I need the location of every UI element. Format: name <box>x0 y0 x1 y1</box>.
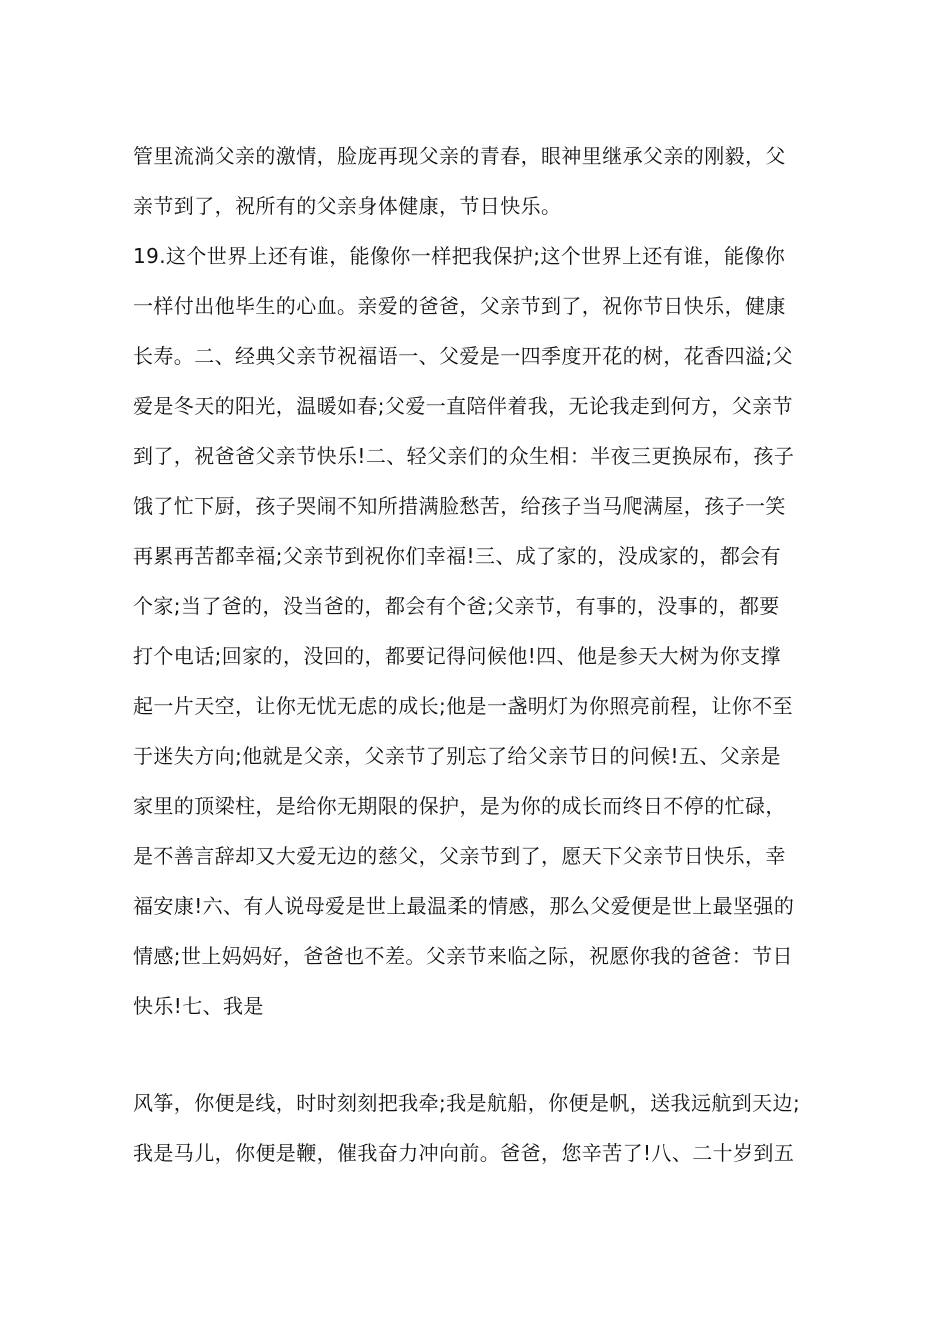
text-line: 长寿。二、经典父亲节祝福语一、父爱是一四季度开花的树，花香四溢;父 <box>133 344 793 368</box>
text-line: 打个电话;回家的，没回的，都要记得问候他!四、他是参天大树为你支撑 <box>133 644 781 668</box>
text-line: 到了，祝爸爸父亲节快乐!二、轻父亲们的众生相：半夜三更换尿布，孩子 <box>133 444 795 468</box>
text-line: 风筝，你便是线，时时刻刻把我牵;我是航船，你便是帆，送我远航到天边; <box>133 1091 801 1115</box>
text-line: 饿了忙下厨，孩子哭闹不知所措满脸愁苦，给孩子当马爬满屋，孩子一笑 <box>133 494 786 518</box>
text-line: 19.这个世界上还有谁，能像你一样把我保护;这个世界上还有谁，能像你 <box>133 244 786 268</box>
text-line: 情感;世上妈妈好，爸爸也不差。父亲节来临之际，祝愿你我的爸爸：节日 <box>133 944 793 968</box>
text-line: 管里流淌父亲的激情，脸庞再现父亲的青春，眼神里继承父亲的刚毅，父 <box>133 144 786 168</box>
text-line: 个家;当了爸的，没当爸的，都会有个爸;父亲节，有事的，没事的，都要 <box>133 594 780 618</box>
text-line: 家里的顶梁柱，是给你无期限的保护，是为你的成长而终日不停的忙碌， <box>133 794 786 818</box>
text-line: 快乐!七、我是 <box>133 994 264 1018</box>
text-block-1 <box>133 131 833 1031</box>
text-line: 爱是冬天的阳光，温暖如春;父爱一直陪伴着我，无论我走到何方，父亲节 <box>133 394 793 418</box>
text-line: 再累再苦都幸福;父亲节到祝你们幸福!三、成了家的，没成家的，都会有 <box>133 544 781 568</box>
text-line: 一样付出他毕生的心血。亲爱的爸爸，父亲节到了，祝你节日快乐，健康 <box>133 294 786 318</box>
text-line: 我是马儿，你便是鞭，催我奋力冲向前。爸爸，您辛苦了!八、二十岁到五 <box>133 1141 795 1165</box>
text-line: 福安康!六、有人说母爱是世上最温柔的情感，那么父爱便是世上最坚强的 <box>133 894 795 918</box>
text-block-2 <box>133 1078 833 1178</box>
text-line: 于迷失方向;他就是父亲，父亲节了别忘了给父亲节日的问候!五、父亲是 <box>133 744 781 768</box>
text-line: 起一片天空，让你无忧无虑的成长;他是一盏明灯为你照亮前程，让你不至 <box>133 694 793 718</box>
text-line: 是不善言辞却又大爱无边的慈父，父亲节到了，愿天下父亲节日快乐，幸 <box>133 844 786 868</box>
text-line: 亲节到了，祝所有的父亲身体健康，节日快乐。 <box>133 194 562 218</box>
